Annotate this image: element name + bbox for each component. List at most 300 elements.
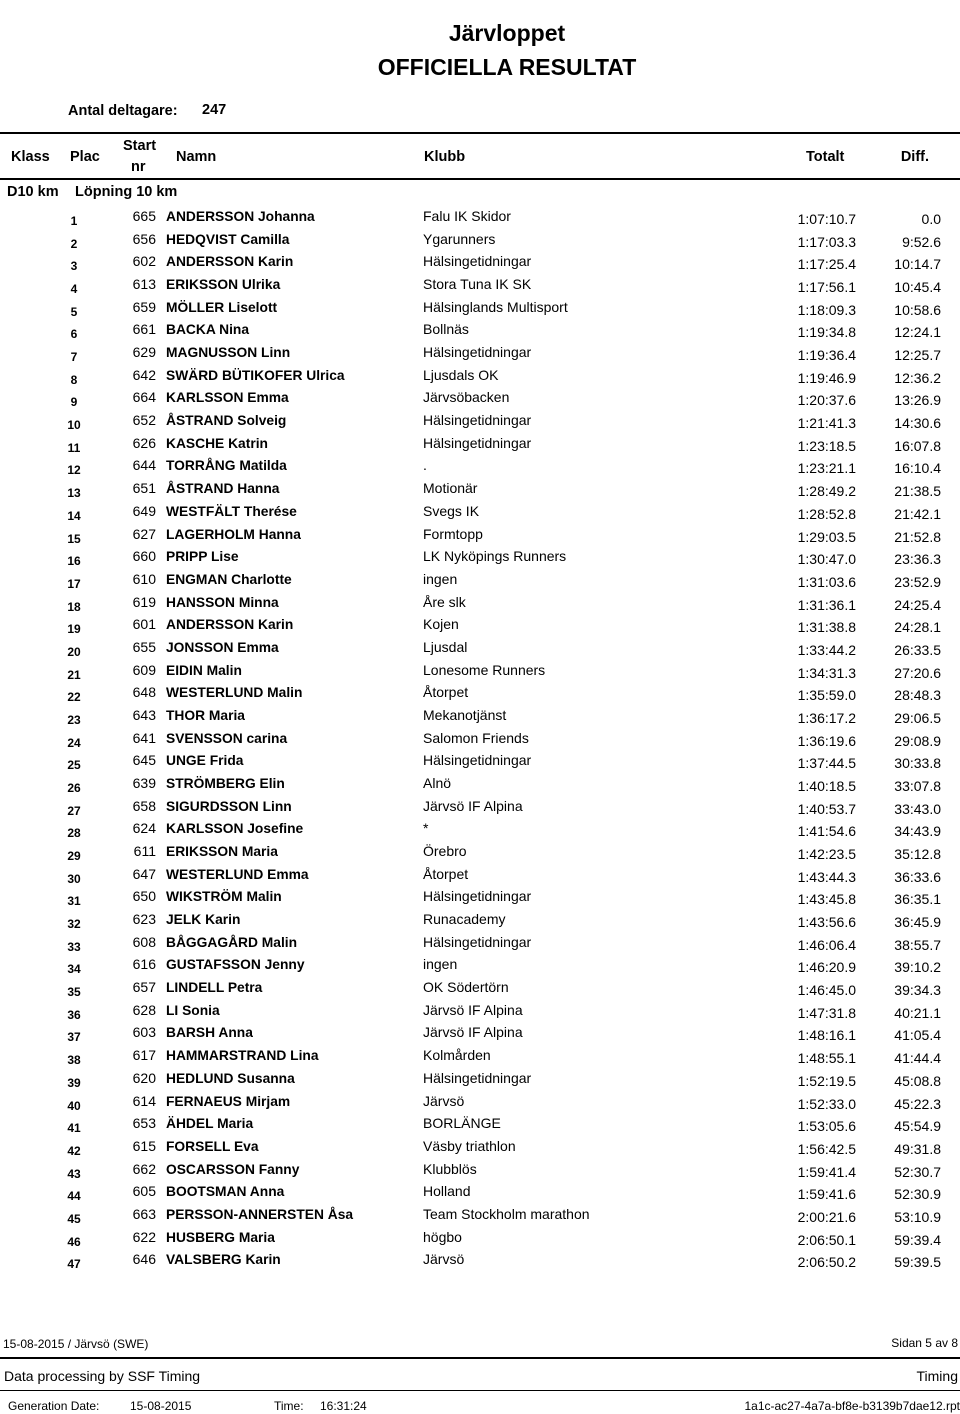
result-club: Svegs IK (423, 502, 480, 519)
result-name: WESTERLUND Emma (166, 866, 309, 882)
result-place: 37 (67, 1030, 81, 1045)
result-place: 17 (67, 576, 81, 591)
result-start-number: 611 (133, 843, 156, 860)
result-total-time: 1:31:36.1 (797, 596, 856, 613)
result-start-number: 662 (132, 1160, 156, 1177)
result-name: VALSBERG Karin (166, 1252, 281, 1268)
result-place: 19 (67, 622, 81, 637)
result-place: 5 (70, 304, 78, 319)
result-diff: 36:45.9 (894, 914, 941, 931)
result-total-time: 1:48:16.1 (797, 1027, 856, 1044)
footer-data-processing: Data processing by SSF Timing (4, 1368, 201, 1384)
table-row (0, 616, 960, 638)
result-name: LI Sonia (166, 1002, 220, 1018)
result-place: 2 (70, 236, 78, 251)
result-name: WIKSTRÖM Malin (166, 889, 282, 905)
table-row (0, 866, 960, 888)
result-name: PERSSON-ANNERSTEN Åsa (166, 1206, 354, 1222)
result-name: ENGMAN Charlotte (166, 571, 292, 587)
result-place: 34 (67, 962, 81, 977)
result-total-time: 1:23:21.1 (797, 460, 856, 477)
result-total-time: 1:17:25.4 (797, 256, 856, 273)
header-top-rule (0, 132, 960, 134)
result-total-time: 1:53:05.6 (797, 1118, 856, 1135)
result-club: Hälsingetidningar (423, 1069, 532, 1086)
result-diff: 35:12.8 (894, 846, 941, 863)
result-club: Hälsingetidningar (423, 434, 532, 451)
result-start-number: 620 (132, 1069, 156, 1086)
result-place: 39 (67, 1075, 81, 1090)
result-place: 11 (67, 440, 81, 455)
result-diff: 0.0 (921, 211, 941, 227)
result-club: * (423, 820, 429, 837)
result-total-time: 1:28:49.2 (797, 483, 856, 500)
result-place: 28 (67, 826, 81, 841)
result-total-time: 1:37:44.5 (797, 755, 856, 772)
result-start-number: 659 (132, 298, 156, 315)
result-start-number: 617 (132, 1047, 156, 1064)
result-total-time: 2:06:50.1 (797, 1231, 856, 1248)
result-diff: 53:10.9 (894, 1208, 941, 1225)
result-place: 6 (70, 327, 78, 342)
result-name: EIDIN Malin (166, 662, 242, 678)
result-club: Stora Tuna IK SK (423, 276, 532, 293)
table-row (0, 435, 960, 457)
result-place: 1 (70, 214, 78, 228)
result-start-number: 655 (132, 638, 156, 655)
result-name: WESTFÄLT Therése (166, 503, 297, 519)
column-header-nr: nr (131, 159, 146, 175)
result-diff: 38:55.7 (894, 936, 941, 953)
footer-rule-secondary (0, 1390, 960, 1391)
result-total-time: 1:17:03.3 (797, 233, 856, 250)
result-club: Formtopp (423, 525, 483, 542)
result-total-time: 1:40:18.5 (797, 778, 856, 794)
result-name: HEDLUND Susanna (166, 1070, 295, 1086)
result-club: Hälsingetidningar (423, 933, 532, 950)
result-name: ANDERSSON Johanna (166, 209, 315, 224)
page-title: Järvloppet (448, 20, 566, 46)
result-name: PRIPP Lise (166, 549, 239, 565)
page-subtitle: OFFICIELLA RESULTAT (377, 54, 637, 80)
result-start-number: 608 (132, 933, 156, 950)
result-name: JELK Karin (166, 912, 241, 928)
result-diff: 27:20.6 (894, 664, 941, 681)
result-club: Järvsö IF Alpina (423, 1024, 523, 1041)
result-diff: 21:38.5 (894, 483, 941, 500)
result-club: Väsby triathlon (423, 1137, 516, 1154)
table-row (0, 798, 960, 820)
result-total-time: 1:33:44.2 (797, 641, 856, 658)
result-place: 14 (67, 508, 81, 523)
result-name: HEDQVIST Camilla (166, 231, 290, 247)
result-start-number: 603 (132, 1024, 156, 1041)
table-row (0, 888, 960, 910)
result-start-number: 627 (132, 525, 156, 542)
result-diff: 33:43.0 (894, 800, 941, 817)
result-club: Mekanotjänst (423, 706, 507, 723)
result-name: SIGURDSSON Linn (166, 798, 292, 814)
result-name: BÅGGAGÅRD Malin (166, 934, 298, 950)
result-total-time: 1:34:31.3 (797, 664, 856, 681)
result-start-number: 645 (132, 752, 156, 769)
table-row (0, 526, 960, 548)
table-row (0, 1070, 960, 1092)
result-place: 35 (67, 985, 81, 1000)
result-diff: 12:24.1 (894, 324, 941, 341)
table-row (0, 1002, 960, 1024)
result-start-number: 629 (132, 344, 156, 361)
result-place: 22 (67, 690, 81, 705)
result-diff: 24:28.1 (894, 619, 941, 636)
result-start-number: 642 (132, 366, 156, 383)
footer-generation-date: 15-08-2015 (130, 1399, 192, 1413)
result-diff: 45:54.9 (894, 1118, 941, 1135)
result-start-number: 628 (132, 1001, 156, 1018)
result-start-number: 610 (132, 570, 156, 587)
result-name: FERNAEUS Mirjam (166, 1093, 291, 1109)
result-place: 27 (67, 803, 81, 818)
table-row (0, 299, 960, 321)
result-total-time: 1:20:37.6 (797, 392, 856, 409)
column-header-klubb: Klubb (424, 149, 466, 165)
result-start-number: 641 (132, 729, 156, 746)
result-club: LK Nyköpings Runners (423, 548, 567, 565)
result-place: 30 (67, 871, 81, 886)
result-diff: 36:35.1 (894, 891, 941, 908)
footer-file-id: 1a1c-ac27-4a7a-bf8e-b3139b7dae12.rpt (744, 1399, 960, 1413)
result-start-number: 644 (132, 457, 156, 474)
result-start-number: 613 (132, 276, 156, 293)
result-name: THOR Maria (166, 707, 245, 723)
footer-rule (0, 1357, 960, 1359)
result-place: 47 (67, 1257, 81, 1272)
result-place: 42 (67, 1143, 81, 1158)
table-row (0, 1183, 960, 1205)
result-total-time: 1:31:38.8 (797, 619, 856, 636)
result-total-time: 2:06:50.2 (797, 1254, 856, 1271)
result-diff: 45:08.8 (894, 1072, 941, 1089)
result-start-number: 616 (132, 956, 156, 973)
result-name: ÅSTRAND Hanna (166, 481, 280, 497)
result-start-number: 622 (132, 1228, 156, 1245)
table-row (0, 1229, 960, 1251)
result-place: 16 (67, 554, 81, 569)
result-name: KARLSSON Josefine (166, 821, 304, 837)
result-name: ERIKSSON Maria (166, 844, 278, 860)
result-total-time: 1:46:20.9 (797, 959, 856, 976)
result-diff: 21:42.1 (894, 505, 941, 522)
result-club: Åtorpet (423, 684, 469, 701)
result-club: Ljusdal (423, 638, 468, 655)
result-name: ÅSTRAND Solveig (166, 413, 287, 429)
result-start-number: 615 (132, 1137, 156, 1154)
column-header-namn: Namn (176, 149, 217, 165)
result-total-time: 1:19:46.9 (797, 369, 856, 386)
result-start-number: 619 (132, 593, 156, 610)
table-row (0, 775, 960, 797)
result-start-number: 661 (132, 321, 156, 338)
column-header-klass: Klass (11, 149, 50, 165)
result-name: WESTERLUND Malin (166, 685, 303, 701)
result-diff: 23:36.3 (894, 551, 941, 568)
result-place: 44 (67, 1189, 81, 1204)
result-total-time: 2:00:21.6 (797, 1208, 856, 1225)
result-total-time: 1:36:17.2 (797, 709, 856, 726)
result-start-number: 639 (132, 775, 156, 791)
table-row (0, 571, 960, 593)
result-diff: 30:33.8 (894, 755, 941, 772)
result-name: HANSSON Minna (166, 594, 279, 610)
result-start-number: 643 (132, 706, 156, 723)
result-club: Hälsingetidningar (423, 253, 532, 270)
result-name: OSCARSSON Fanny (166, 1161, 300, 1177)
result-start-number: 664 (132, 389, 156, 406)
result-start-number: 651 (132, 480, 156, 497)
table-row (0, 1024, 960, 1046)
result-name: ANDERSSON Karin (166, 254, 294, 270)
result-total-time: 1:17:56.1 (797, 279, 856, 296)
table-row (0, 480, 960, 502)
table-row (0, 911, 960, 933)
table-row (0, 457, 960, 479)
result-club: Järvsöbacken (423, 389, 510, 406)
footer-time-label: Time: (274, 1399, 304, 1413)
result-diff: 33:07.8 (894, 778, 941, 794)
result-diff: 59:39.5 (894, 1254, 941, 1271)
result-name: MÖLLER Liselott (166, 299, 278, 315)
result-club: Falu IK Skidor (423, 208, 511, 224)
result-name: GUSTAFSSON Jenny (166, 957, 305, 973)
table-row (0, 707, 960, 729)
result-club: Hälsingetidningar (423, 344, 532, 361)
result-diff: 45:22.3 (894, 1095, 941, 1112)
result-name: FORSELL Eva (166, 1138, 259, 1154)
result-start-number: 647 (132, 865, 156, 882)
result-name: KARLSSON Emma (166, 390, 289, 406)
column-header-start: Start (123, 138, 157, 154)
result-name: BOOTSMAN Anna (166, 1184, 285, 1200)
table-row (0, 639, 960, 661)
result-club: Hälsingetidningar (423, 888, 532, 905)
result-total-time: 1:18:09.3 (797, 301, 856, 318)
table-row (0, 934, 960, 956)
result-place: 33 (67, 939, 81, 954)
result-start-number: 605 (132, 1183, 156, 1200)
result-start-number: 652 (132, 412, 156, 429)
class-name: Löpning 10 km (75, 184, 178, 200)
table-row (0, 820, 960, 842)
table-row (0, 412, 960, 434)
result-place: 9 (70, 395, 78, 410)
result-diff: 9:52.6 (902, 233, 941, 250)
result-total-time: 1:42:23.5 (797, 846, 856, 863)
result-name: UNGE Frida (166, 753, 244, 769)
result-start-number: 665 (132, 208, 156, 224)
result-place: 13 (67, 486, 81, 501)
result-total-time: 1:59:41.4 (797, 1163, 856, 1180)
result-place: 8 (70, 372, 78, 387)
result-name: SVENSSON carina (166, 730, 288, 746)
result-start-number: 660 (132, 548, 156, 565)
result-start-number: 601 (132, 616, 156, 633)
table-row (0, 1138, 960, 1160)
result-total-time: 1:19:34.8 (797, 324, 856, 341)
result-place: 3 (70, 259, 78, 274)
table-row (0, 344, 960, 366)
table-row (0, 503, 960, 525)
result-name: SWÄRD BÜTIKOFER Ulrica (166, 367, 345, 383)
column-header-diff: Diff. (900, 149, 929, 165)
result-diff: 24:25.4 (894, 596, 941, 613)
participants-count: 247 (202, 102, 227, 118)
result-name: MAGNUSSON Linn (166, 345, 291, 361)
result-club: Järvsö IF Alpina (423, 797, 523, 814)
result-diff: 49:31.8 (894, 1140, 941, 1157)
result-start-number: 648 (132, 684, 156, 701)
footer-date-location: 15-08-2015 / Järvsö (SWE) (3, 1337, 149, 1351)
result-place: 46 (67, 1234, 81, 1249)
result-club: OK Södertörn (423, 979, 509, 996)
result-place: 12 (67, 463, 81, 478)
result-total-time: 1:31:03.6 (797, 573, 856, 590)
footer-generation-label: Generation Date: (8, 1399, 100, 1413)
result-place: 26 (67, 781, 81, 795)
result-total-time: 1:07:10.7 (797, 211, 856, 227)
result-start-number: 656 (132, 230, 156, 247)
table-row (0, 367, 960, 389)
result-place: 29 (67, 849, 81, 864)
result-total-time: 1:59:41.6 (797, 1186, 856, 1203)
result-club: Åtorpet (423, 865, 469, 882)
result-name: KASCHE Katrin (166, 435, 268, 451)
result-diff: 29:08.9 (894, 732, 941, 749)
result-diff: 14:30.6 (894, 415, 941, 432)
result-total-time: 1:35:59.0 (797, 687, 856, 704)
result-club: Örebro (423, 843, 467, 860)
result-place: 31 (67, 894, 81, 909)
result-place: 40 (67, 1098, 81, 1113)
result-club: Järvsö (423, 1251, 465, 1268)
result-place: 21 (67, 667, 81, 682)
result-start-number: 657 (132, 979, 156, 996)
result-start-number: 658 (132, 797, 156, 814)
result-place: 4 (70, 282, 78, 297)
footer-timing-brand: Timing (916, 1368, 958, 1384)
result-name: HAMMARSTRAND Lina (166, 1048, 319, 1064)
result-total-time: 1:46:45.0 (797, 982, 856, 999)
result-start-number: 650 (132, 888, 156, 905)
result-club: Salomon Friends (423, 729, 529, 746)
result-place: 15 (67, 531, 81, 546)
table-row (0, 1093, 960, 1115)
result-start-number: 602 (132, 253, 156, 270)
result-diff: 21:52.8 (894, 528, 941, 545)
result-club: Järvsö (423, 1092, 465, 1109)
result-diff: 36:33.6 (894, 868, 941, 885)
result-club: Kolmården (423, 1047, 491, 1064)
result-club: Ygarunners (423, 230, 496, 247)
result-club: ingen (423, 570, 458, 587)
result-diff: 39:34.3 (894, 982, 941, 999)
result-start-number: 646 (132, 1251, 156, 1268)
result-name: LINDELL Petra (166, 980, 263, 996)
table-row (0, 208, 960, 230)
result-total-time: 1:56:42.5 (797, 1140, 856, 1157)
result-total-time: 1:28:52.8 (797, 505, 856, 522)
result-total-time: 1:43:56.6 (797, 914, 856, 931)
table-row (0, 548, 960, 570)
result-total-time: 1:36:19.6 (797, 732, 856, 749)
result-club: Järvsö IF Alpina (423, 1001, 523, 1018)
result-diff: 13:26.9 (894, 392, 941, 409)
result-place: 20 (67, 644, 81, 659)
result-diff: 40:21.1 (894, 1004, 941, 1021)
result-diff: 28:48.3 (894, 687, 941, 704)
table-row (0, 253, 960, 275)
table-row (0, 1047, 960, 1069)
result-club: Team Stockholm marathon (423, 1205, 590, 1222)
result-club: Klubblös (423, 1160, 477, 1177)
table-row (0, 1161, 960, 1183)
result-club: Kojen (423, 616, 459, 633)
result-name: JONSSON Emma (166, 639, 279, 655)
result-start-number: 649 (132, 502, 156, 519)
result-start-number: 626 (132, 434, 156, 451)
table-row (0, 321, 960, 343)
result-place: 36 (67, 1007, 81, 1022)
result-name: BACKA Nina (166, 322, 250, 338)
result-name: HUSBERG Maria (166, 1229, 275, 1245)
result-club: Åre slk (423, 593, 466, 610)
result-club: Alnö (423, 775, 452, 791)
table-row (0, 1115, 960, 1137)
result-diff: 10:45.4 (894, 279, 941, 296)
result-diff: 59:39.4 (894, 1231, 941, 1248)
result-start-number: 663 (132, 1205, 156, 1222)
participants-label: Antal deltagare: (68, 103, 178, 119)
result-name: ÄHDEL Maria (166, 1116, 254, 1132)
result-name: LAGERHOLM Hanna (166, 526, 301, 542)
result-start-number: 653 (132, 1115, 156, 1132)
result-diff: 26:33.5 (894, 641, 941, 658)
result-club: Lonesome Runners (423, 661, 546, 678)
table-row (0, 276, 960, 298)
class-code: D10 km (7, 184, 59, 200)
result-club: Hälsingetidningar (423, 752, 532, 769)
result-diff: 10:58.6 (894, 301, 941, 318)
result-club: Holland (423, 1183, 471, 1200)
result-place: 45 (67, 1211, 81, 1226)
result-diff: 34:43.9 (894, 823, 941, 840)
column-header-plac: Plac (70, 149, 100, 165)
result-place: 38 (67, 1053, 81, 1068)
result-place: 18 (67, 599, 81, 614)
result-diff: 52:30.7 (894, 1163, 941, 1180)
result-total-time: 1:46:06.4 (797, 936, 856, 953)
result-place: 7 (70, 350, 78, 365)
result-place: 25 (67, 758, 81, 773)
table-row (0, 231, 960, 253)
table-row (0, 843, 960, 865)
result-club: Hälsinglands Multisport (423, 298, 568, 315)
result-club: BORLÄNGE (423, 1115, 501, 1132)
result-total-time: 1:19:36.4 (797, 347, 856, 364)
result-total-time: 1:40:53.7 (797, 800, 856, 817)
result-club: Ljusdals OK (423, 366, 499, 383)
footer-time-value: 16:31:24 (320, 1399, 367, 1413)
result-total-time: 1:41:54.6 (797, 823, 856, 840)
